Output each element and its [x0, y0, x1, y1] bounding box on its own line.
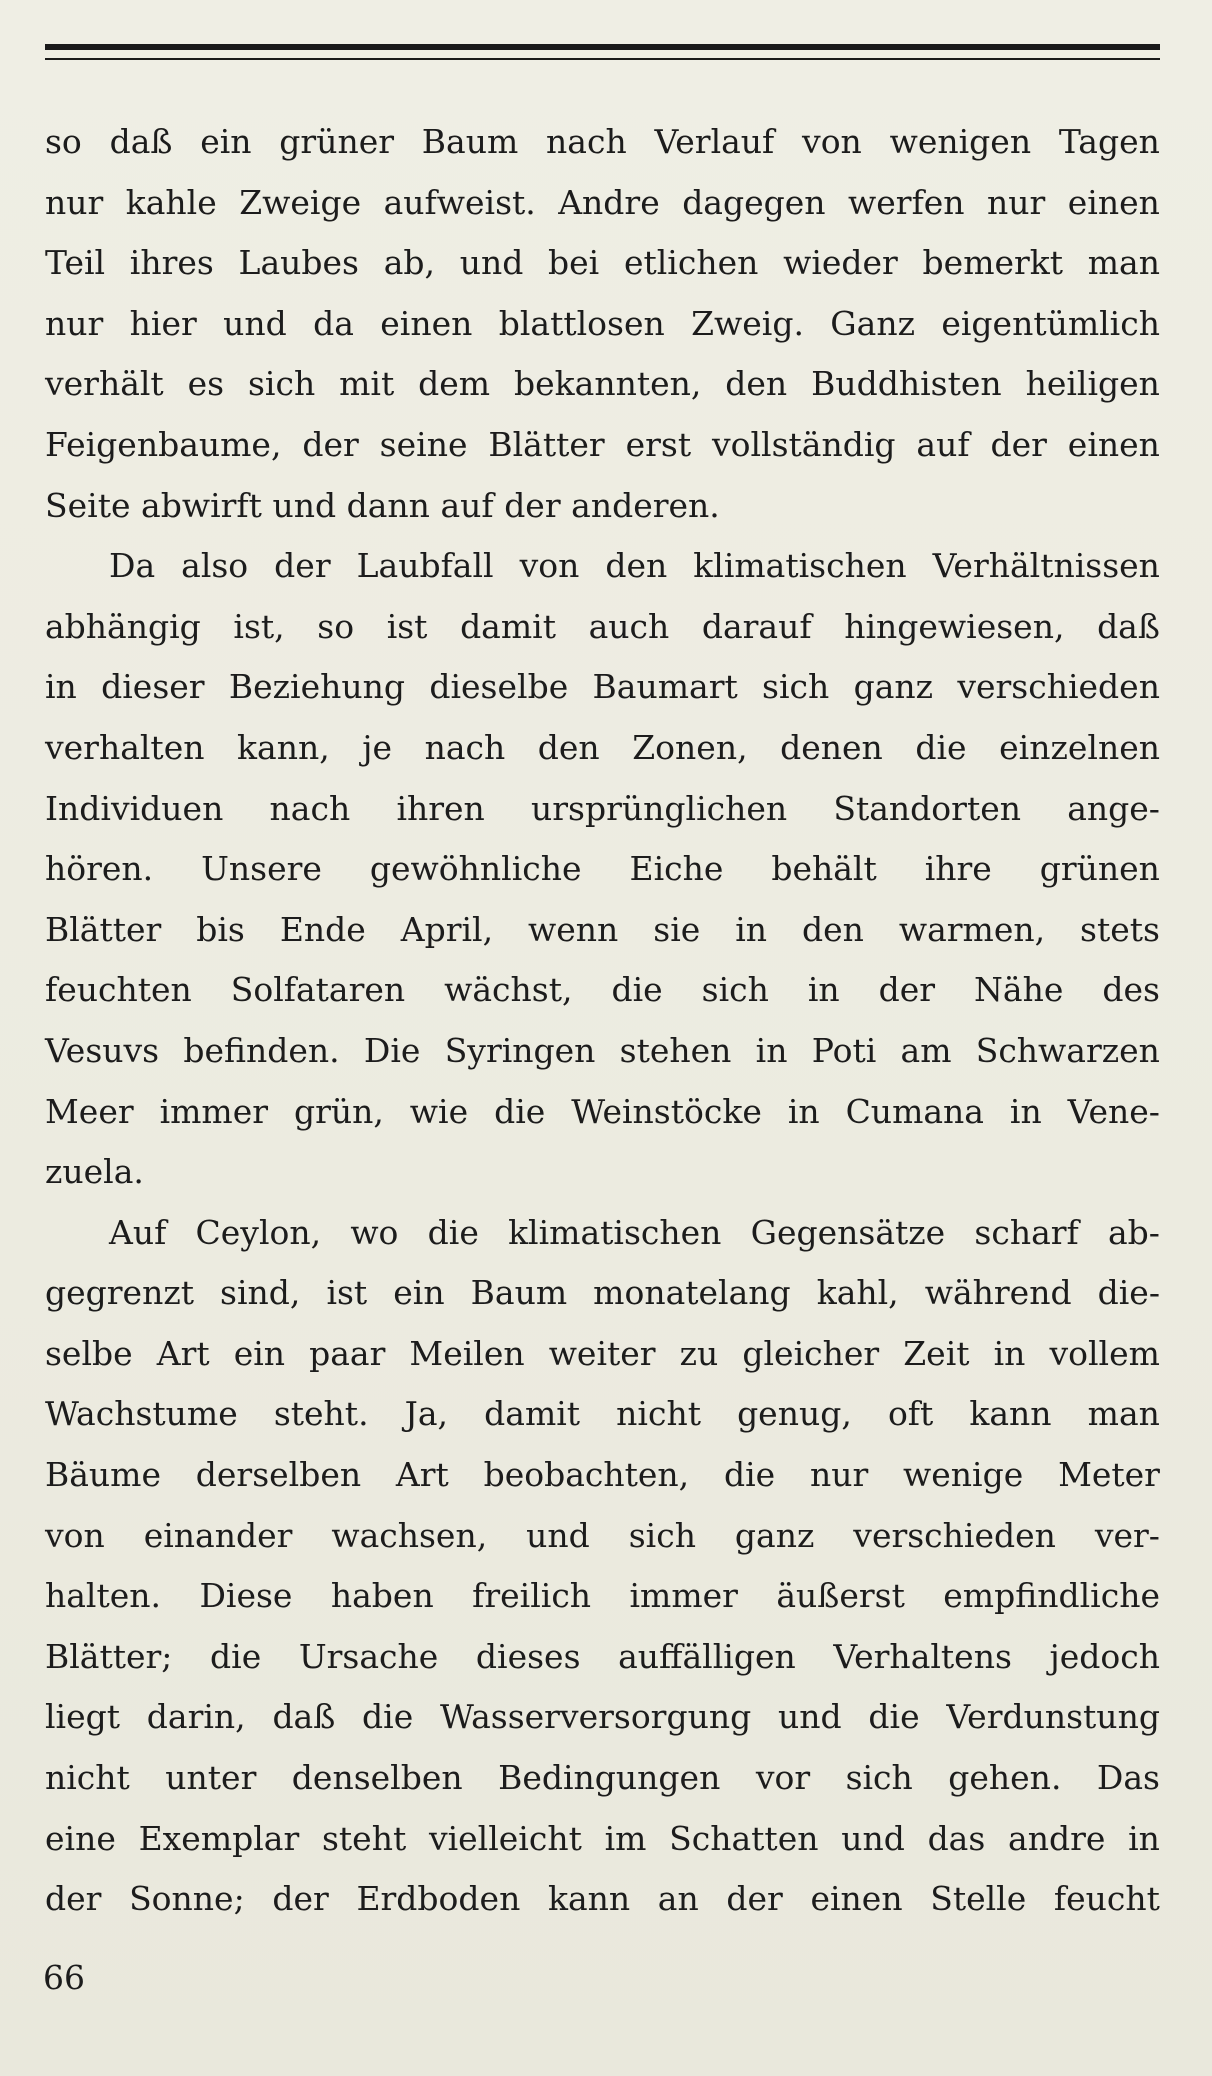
word: in — [993, 1333, 1026, 1373]
word: Ganz — [830, 303, 915, 343]
text-line — [45, 1384, 1160, 1445]
word: dieser — [101, 667, 205, 707]
word: das — [927, 1818, 986, 1858]
word: ein — [393, 1273, 445, 1313]
word: so — [45, 122, 82, 161]
word: man — [1087, 243, 1160, 283]
word: man — [1087, 1394, 1160, 1434]
word: monatelang — [593, 1273, 791, 1313]
word: Art — [395, 1455, 449, 1495]
word: nur — [809, 1455, 869, 1495]
word: ganz — [853, 667, 934, 707]
word: dieselbe — [429, 667, 569, 707]
word: kann — [547, 1879, 631, 1919]
word: die- — [1097, 1273, 1160, 1313]
word: die — [723, 1455, 776, 1495]
text-line — [45, 1142, 1160, 1203]
word: von — [802, 122, 862, 161]
word: kann — [969, 1394, 1052, 1434]
text-line — [45, 960, 1160, 1021]
word: feucht — [1053, 1879, 1160, 1919]
word: zuela. — [45, 1152, 144, 1192]
word: freilich — [472, 1576, 592, 1616]
word: werfen — [848, 182, 965, 222]
word: wenige — [903, 1455, 1024, 1495]
word: Das — [1096, 1758, 1160, 1798]
word: darauf — [701, 606, 812, 646]
word: von — [519, 546, 580, 586]
word: Baumart — [592, 667, 738, 707]
word: daß — [272, 1697, 336, 1737]
word: klimatischen — [693, 546, 907, 586]
word: ursprünglichen — [531, 788, 788, 828]
word: Erdboden — [356, 1879, 521, 1919]
word: Cumana — [845, 1091, 984, 1131]
word: den — [537, 727, 600, 767]
text-line — [45, 354, 1160, 415]
text-line — [45, 173, 1160, 234]
word: Blätter; — [45, 1636, 173, 1676]
word: daß — [109, 122, 173, 161]
word: kann, — [237, 727, 330, 767]
word: ver- — [1094, 1515, 1160, 1555]
word: ihren — [396, 788, 485, 828]
word: Schatten — [669, 1818, 819, 1858]
text-line — [45, 779, 1160, 840]
word: gegrenzt — [45, 1273, 194, 1313]
word: so — [317, 606, 355, 646]
word: grün, — [293, 1091, 384, 1131]
word: andre — [1008, 1818, 1106, 1858]
word: paar — [309, 1333, 386, 1373]
word: wenigen — [889, 122, 1032, 161]
word: in — [1009, 1091, 1042, 1131]
text-line — [45, 294, 1160, 355]
word: wächst, — [444, 970, 573, 1010]
word: die — [362, 1697, 414, 1737]
word: heiligen — [1025, 364, 1160, 404]
word: auf — [440, 485, 494, 525]
word: den — [605, 546, 668, 586]
text-line — [45, 476, 1160, 537]
word: Andre — [558, 182, 660, 222]
word: behält — [771, 849, 877, 889]
word: stehen — [619, 1030, 732, 1070]
text-line — [45, 415, 1160, 476]
word: von — [45, 1515, 105, 1555]
word: am — [900, 1030, 952, 1070]
word: weiter — [548, 1333, 656, 1373]
word: Nähe — [974, 970, 1064, 1010]
word: die — [611, 970, 663, 1010]
word: Meter — [1058, 1455, 1160, 1495]
word: da — [313, 303, 354, 343]
word: abwirft — [141, 485, 262, 525]
word: feuchten — [45, 970, 192, 1010]
word: vor — [755, 1758, 811, 1798]
word: auf — [916, 424, 970, 464]
word: Wachstume — [45, 1394, 238, 1434]
word: daß — [1097, 606, 1160, 646]
word: verhalten — [45, 727, 205, 767]
header-rule-thick — [45, 44, 1160, 50]
word: während — [924, 1273, 1072, 1313]
word: ange- — [1067, 788, 1160, 828]
word: sich — [845, 1758, 913, 1798]
text-line — [45, 1506, 1160, 1567]
word: es — [187, 364, 225, 404]
word: bis — [196, 909, 245, 949]
word: nicht — [45, 1758, 130, 1798]
text-line — [45, 233, 1160, 294]
word: Art — [156, 1333, 210, 1373]
word: an — [657, 1879, 699, 1919]
word: einen — [810, 1879, 903, 1919]
word: einen — [1067, 424, 1160, 464]
text-line — [45, 1627, 1160, 1688]
word: nach — [424, 727, 506, 767]
word: steht — [321, 1818, 407, 1858]
word: in — [787, 1091, 820, 1131]
word: Vesuvs — [45, 1030, 160, 1070]
word: zu — [679, 1333, 719, 1373]
word: Bäume — [45, 1455, 161, 1495]
word: haben — [330, 1576, 434, 1616]
word: scharf — [974, 1212, 1079, 1252]
word: in — [45, 667, 77, 707]
word: Beziehung — [228, 667, 406, 707]
word: der — [990, 424, 1047, 464]
word: immer — [629, 1576, 738, 1616]
word: Tagen — [1058, 122, 1160, 161]
word: oft — [887, 1394, 934, 1434]
word: Verlauf — [654, 122, 775, 161]
word: Meilen — [409, 1333, 525, 1373]
word: ihre — [924, 849, 992, 889]
word: Eiche — [629, 849, 724, 889]
word: Seite — [45, 485, 131, 525]
word: Zonen, — [632, 727, 748, 767]
word: Blätter — [488, 424, 605, 464]
word: grünen — [1039, 849, 1160, 889]
word: empfindliche — [943, 1576, 1160, 1616]
word: halten. — [45, 1576, 162, 1616]
word: genug, — [737, 1394, 852, 1434]
word: Zweig. — [691, 303, 804, 343]
text-line — [45, 718, 1160, 779]
word: Verhältnissen — [932, 546, 1160, 586]
word: in — [735, 909, 768, 949]
word: einzelnen — [999, 727, 1160, 767]
word: ganz — [734, 1515, 815, 1555]
word: Ursache — [298, 1636, 439, 1676]
word: bei — [548, 243, 600, 283]
word: Schwarzen — [975, 1030, 1160, 1070]
word: also — [181, 546, 249, 586]
word: April, — [400, 909, 494, 949]
word: damit — [460, 606, 556, 646]
word: die — [494, 1091, 546, 1131]
word: gewöhnliche — [369, 849, 582, 889]
word: bekannten, — [514, 364, 702, 404]
word: auch — [588, 606, 670, 646]
text-line — [45, 1566, 1160, 1627]
word: Blätter — [45, 909, 162, 949]
text-line — [45, 900, 1160, 961]
text-line — [45, 1263, 1160, 1324]
word: Individuen — [45, 788, 224, 828]
word: aufweist. — [383, 182, 536, 222]
word: steht. — [273, 1394, 369, 1434]
word: Vene- — [1067, 1091, 1160, 1131]
word: dem — [418, 364, 491, 404]
word: vollem — [1049, 1333, 1160, 1373]
text-line — [45, 1021, 1160, 1082]
word: hören. — [45, 849, 154, 889]
word: gehen. — [948, 1758, 1062, 1798]
word: kahl, — [816, 1273, 899, 1313]
word: der — [504, 485, 561, 525]
word: ein — [200, 122, 252, 161]
text-line — [45, 1445, 1160, 1506]
text-line — [45, 1082, 1160, 1143]
word: die — [915, 727, 967, 767]
word: Bedingungen — [498, 1758, 721, 1798]
word: der — [878, 970, 936, 1010]
word: und — [459, 243, 524, 283]
word: blattlosen — [498, 303, 665, 343]
word: bemerkt — [922, 243, 1064, 283]
word: den — [725, 364, 788, 404]
text-line — [45, 536, 1160, 597]
word: wachsen, — [331, 1515, 488, 1555]
word: und — [841, 1818, 905, 1858]
word: Die — [363, 1030, 421, 1070]
word: jedoch — [1049, 1636, 1160, 1676]
word: gleicher — [742, 1333, 880, 1373]
word: in — [807, 970, 840, 1010]
word: sie — [653, 909, 701, 949]
word: und — [526, 1515, 590, 1555]
word: nur — [987, 182, 1046, 222]
word: äußerst — [776, 1576, 905, 1616]
word: Diese — [199, 1576, 293, 1616]
word: der — [302, 424, 359, 464]
word: ab- — [1107, 1212, 1160, 1252]
word: Baum — [470, 1273, 568, 1313]
word: im — [604, 1818, 647, 1858]
word: auffälligen — [618, 1636, 796, 1676]
word: dann — [346, 485, 430, 525]
word: des — [1102, 970, 1160, 1010]
word: eigentümlich — [941, 303, 1160, 343]
word: liegt — [45, 1697, 121, 1737]
word: ist — [326, 1273, 368, 1313]
word: anderen. — [571, 485, 720, 525]
word: in — [1128, 1818, 1160, 1858]
word: die — [210, 1636, 262, 1676]
header-rule-thin — [45, 58, 1160, 60]
text-line — [45, 1869, 1160, 1930]
word: seine — [379, 424, 468, 464]
word: ist — [386, 606, 428, 646]
word: Meer — [45, 1091, 134, 1131]
word: Weinstöcke — [571, 1091, 762, 1131]
word: je — [362, 727, 393, 767]
word: sind, — [220, 1273, 301, 1313]
word: in — [755, 1030, 788, 1070]
word: denen — [780, 727, 883, 767]
word: wieder — [783, 243, 898, 283]
text-line — [45, 1809, 1160, 1870]
word: der — [272, 1879, 329, 1919]
word: einen — [1067, 182, 1160, 222]
word: Auf — [109, 1212, 167, 1252]
word: hingewiesen, — [844, 606, 1065, 646]
word: befinden. — [183, 1030, 340, 1070]
word: ab, — [383, 243, 435, 283]
word: Exemplar — [138, 1818, 300, 1858]
word: Laubfall — [356, 546, 494, 586]
word: vielleicht — [428, 1818, 582, 1858]
word: abhängig — [45, 606, 201, 646]
word: grüner — [279, 122, 395, 161]
word: Feigenbaume, — [45, 424, 282, 464]
word: Ja, — [404, 1394, 449, 1434]
word: damit — [484, 1394, 581, 1434]
word: stets — [1080, 909, 1160, 949]
text-line — [45, 1687, 1160, 1748]
word: wo — [350, 1212, 399, 1252]
word: dagegen — [682, 182, 826, 222]
word: der — [274, 546, 331, 586]
word: sich — [247, 364, 316, 404]
word: Solfataren — [230, 970, 406, 1010]
word: sich — [701, 970, 769, 1010]
word: und — [223, 303, 287, 343]
word: immer — [159, 1091, 269, 1131]
word: und — [777, 1697, 842, 1737]
word: wie — [409, 1091, 469, 1131]
text-line — [45, 839, 1160, 900]
word: Ende — [279, 909, 366, 949]
word: nach — [269, 788, 351, 828]
word: verschieden — [957, 667, 1160, 707]
word: etlichen — [623, 243, 759, 283]
text-line — [45, 112, 1160, 173]
word: den — [801, 909, 864, 949]
word: einander — [143, 1515, 293, 1555]
word: selbe — [45, 1333, 133, 1373]
word: beobachten, — [483, 1455, 690, 1495]
word: der — [45, 1879, 102, 1919]
word: Gegensätze — [750, 1212, 946, 1252]
word: ihres — [129, 243, 214, 283]
word: Syringen — [444, 1030, 596, 1070]
word: ist, — [233, 606, 285, 646]
page-number: 66 — [43, 1958, 85, 1997]
word: verhält — [45, 364, 164, 404]
word: nicht — [616, 1394, 701, 1434]
word: Zweige — [239, 182, 362, 222]
word: Unsere — [201, 849, 322, 889]
word: nur — [45, 182, 104, 222]
word: die — [427, 1212, 479, 1252]
word: nach — [546, 122, 627, 161]
word: wenn — [528, 909, 619, 949]
word: Sonne; — [129, 1879, 245, 1919]
word: darin, — [146, 1697, 246, 1737]
word: Poti — [811, 1030, 877, 1070]
word: eine — [45, 1818, 116, 1858]
word: unter — [165, 1758, 257, 1798]
word: sich — [628, 1515, 696, 1555]
text-line — [45, 1748, 1160, 1809]
word: und — [272, 485, 337, 525]
word: Verhaltens — [833, 1636, 1012, 1676]
body-text — [45, 112, 1160, 1930]
word: sich — [762, 667, 830, 707]
word: verschieden — [853, 1515, 1056, 1555]
word: kahle — [125, 182, 217, 222]
word: Baum — [421, 122, 519, 161]
word: Standorten — [833, 788, 1021, 828]
text-line — [45, 657, 1160, 718]
word: Ceylon, — [195, 1212, 322, 1252]
word: vollständig — [711, 424, 896, 464]
word: dieses — [475, 1636, 581, 1676]
word: einen — [380, 303, 473, 343]
word: erst — [625, 424, 692, 464]
word: Buddhisten — [811, 364, 1002, 404]
word: Stelle — [930, 1879, 1027, 1919]
text-line — [45, 1324, 1160, 1385]
word: nur — [45, 303, 104, 343]
word: denselben — [291, 1758, 463, 1798]
word: Da — [109, 546, 156, 586]
word: der — [726, 1879, 783, 1919]
word: derselben — [195, 1455, 362, 1495]
word: Teil — [45, 243, 106, 283]
word: warmen, — [898, 909, 1046, 949]
word: Verdunstung — [946, 1697, 1160, 1737]
text-line — [45, 597, 1160, 658]
word: ein — [233, 1333, 286, 1373]
word: die — [868, 1697, 920, 1737]
word: klimatischen — [508, 1212, 722, 1252]
word: Laubes — [238, 243, 359, 283]
word: hier — [129, 303, 197, 343]
word: Wasserversorgung — [440, 1697, 752, 1737]
word: mit — [339, 364, 395, 404]
text-line — [45, 1203, 1160, 1264]
word: Zeit — [903, 1333, 970, 1373]
